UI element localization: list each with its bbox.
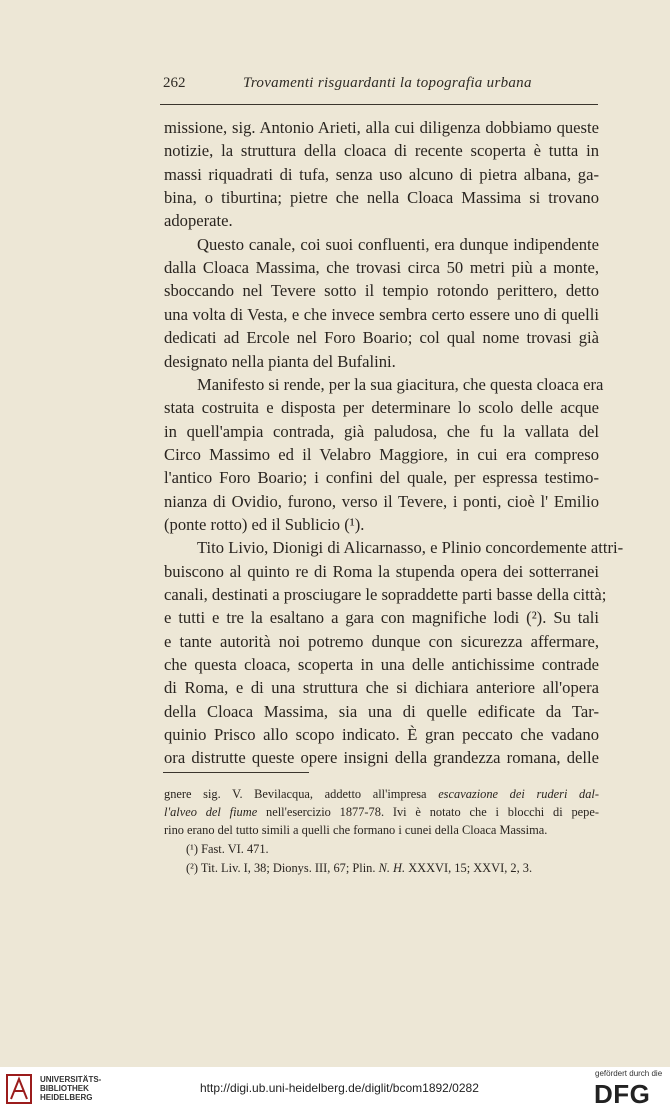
dfg-logo: DFG bbox=[594, 1079, 651, 1109]
body-line: nianza di Ovidio, furono, verso il Tevere, i ponti, cioè l' Emilio bbox=[164, 491, 599, 511]
body-line: e tutti e tre la esaltano a gara con magnifiche lodi (²). Su tali bbox=[164, 608, 599, 628]
body-line: missione, sig. Antonio Arieti, alla cui diligenza dobbiamo queste bbox=[164, 118, 599, 137]
running-title: Trovamenti risguardanti la topografia urbana bbox=[243, 75, 532, 91]
body-line: quinio Prisco allo scopo indicato. È gran peccato che vadano bbox=[164, 725, 599, 745]
body-line: che questa cloaca, scoperta in una delle antichissime contrade bbox=[164, 655, 599, 675]
footnote-1: (¹) Fast. VI. 471. bbox=[186, 842, 269, 856]
header-rule bbox=[160, 104, 598, 105]
page-number: 262 bbox=[163, 75, 186, 91]
footnote-continuation-line: l'alveo del fiume nell'esercizio 1877-78. Ivi è notato che i blocchi di pepe- bbox=[164, 805, 599, 819]
body-line: sboccando nel Tevere sotto il tempio rotondo perittero, detto bbox=[164, 281, 599, 301]
body-line: notizie, la struttura della cloaca di recente scoperta è tutta in bbox=[164, 141, 599, 161]
body-line: dalla Cloaca Massima, che trovasi circa 50 metri più a monte, bbox=[164, 258, 599, 278]
body-line: Tito Livio, Dionigi di Alicarnasso, e Plinio concordemente attri- bbox=[197, 538, 624, 558]
body-line: bina, o tiburtina; pietre che nella Cloaca Massima si trovano bbox=[164, 188, 599, 208]
body-line: stata costruita e disposta per determinare lo scolo delle acque bbox=[164, 398, 599, 418]
body-line: Questo canale, coi suoi confluenti, era dunque indipendente bbox=[197, 234, 599, 254]
university-library-logo-icon bbox=[6, 1073, 36, 1105]
body-line: designato nella pianta del Bufalini. bbox=[164, 351, 396, 371]
body-line: canali, destinati a prosciugare le sopraddette parti basse della città; bbox=[164, 585, 607, 604]
body-line: di Roma, e di una struttura che si dichiara anteriore all'opera bbox=[164, 678, 599, 698]
body-line: ora distrutte queste opere insigni della grandezza romana, delle bbox=[164, 748, 599, 768]
body-line: dedicati ad Ercole nel Foro Boario; col qual nome trovasi già bbox=[164, 328, 599, 348]
footnote-rule bbox=[163, 772, 309, 773]
body-line: Circo Massimo ed il Velabro Maggiore, in cui era compreso bbox=[164, 444, 599, 464]
footnote-2: (²) Tit. Liv. I, 38; Dionys. III, 67; Plin. N. H. XXXVI, 15; XXVI, 2, 3. bbox=[186, 861, 533, 875]
body-line: buiscono al quinto re di Roma la stupenda opera dei sotterranei bbox=[164, 561, 599, 581]
footnote-continuation-line: gnere sig. V. Bevilacqua, addetto all'impresa escavazione dei ruderi dal- bbox=[164, 787, 599, 801]
viewer-footer bbox=[0, 1067, 670, 1111]
body-line: della Cloaca Massima, sia una di quelle edificate da Tar- bbox=[164, 701, 599, 721]
footnote-continuation-line: rino erano del tutto simili a quelli che formano i cunei della Cloaca Massima. bbox=[164, 823, 548, 837]
body-line: (ponte rotto) ed il Sublicio (¹). bbox=[164, 514, 365, 534]
body-line: massi riquadrati di tufa, senza uso alcuno di pietra albana, ga- bbox=[164, 164, 599, 184]
funding-caption: gefördert durch die bbox=[595, 1069, 663, 1078]
page-url-link[interactable]: http://digi.ub.uni-heidelberg.de/diglit/bcom1892/0282 bbox=[200, 1081, 479, 1095]
body-line: e tante autorità noi potremo dunque con sicurezza affermare, bbox=[164, 631, 599, 651]
body-line: in quell'ampia contrada, già paludosa, che fu la vallata del bbox=[164, 421, 599, 441]
library-name: UNIVERSITÄTS- BIBLIOTHEK HEIDELBERG bbox=[40, 1075, 102, 1102]
body-line: Manifesto si rende, per la sua giacitura, che questa cloaca era bbox=[197, 374, 604, 394]
body-line: una volta di Vesta, e che invece sembra certo essere uno di quelli bbox=[164, 304, 599, 324]
body-line: adoperate. bbox=[164, 211, 233, 231]
body-line: l'antico Foro Boario; i confini del quale, per espressa testimo- bbox=[164, 468, 599, 488]
